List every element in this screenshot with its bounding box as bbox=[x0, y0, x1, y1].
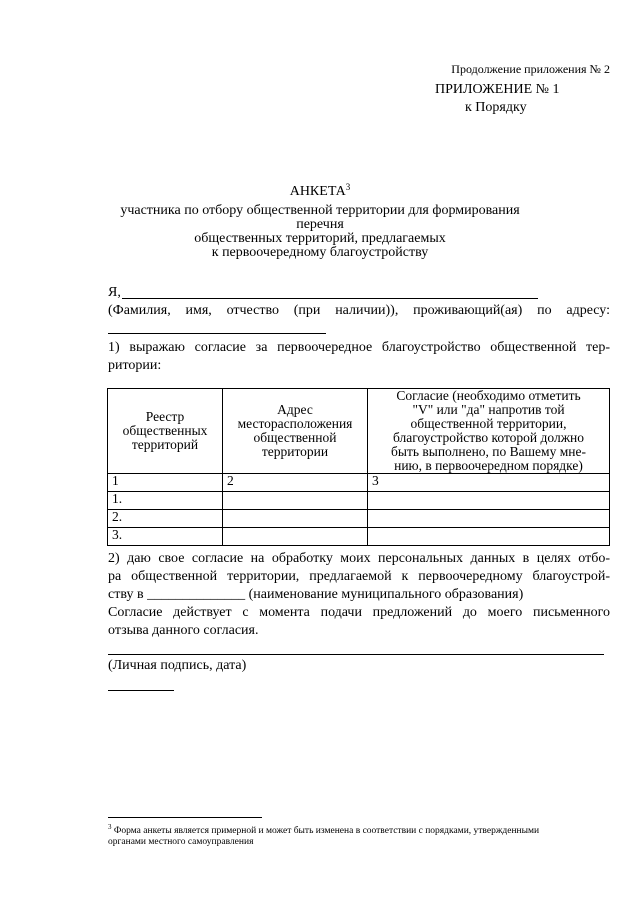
header-consent-line: общественной территории, bbox=[410, 416, 567, 431]
consent-cell[interactable] bbox=[368, 492, 610, 510]
i-label: Я, bbox=[108, 285, 121, 300]
municipality-field[interactable]: ______________ bbox=[147, 587, 246, 602]
col-number: 3 bbox=[368, 474, 610, 492]
header-consent-line: благоустройство которой должно bbox=[392, 430, 585, 445]
signature-field[interactable] bbox=[108, 654, 604, 655]
item1-line-2: ритории: bbox=[108, 358, 162, 373]
item1-line-1: 1) выражаю согласие за первоочередное благоустройство общественной тер- bbox=[108, 340, 610, 355]
item2-prefix: ству в bbox=[108, 587, 144, 602]
consent-cell[interactable] bbox=[368, 528, 610, 546]
address-field[interactable] bbox=[108, 333, 326, 334]
table-number-row bbox=[108, 474, 610, 492]
form-title-text: АНКЕТА bbox=[289, 184, 346, 199]
table-row bbox=[108, 528, 610, 546]
territory-table bbox=[107, 388, 610, 546]
header-address bbox=[223, 389, 368, 474]
name-row bbox=[108, 284, 610, 302]
name-field[interactable] bbox=[122, 298, 538, 299]
header-address-line: Адрес bbox=[277, 402, 313, 417]
header-consent bbox=[368, 389, 610, 474]
header-consent-line: "V" или "да" напротив той bbox=[412, 402, 565, 417]
header-address-line: территории bbox=[261, 444, 329, 459]
subtitle-line-1: участника по отбору общественной территории для формирования перечня bbox=[120, 203, 520, 232]
header-registry bbox=[108, 389, 223, 474]
address-cell[interactable] bbox=[223, 510, 368, 528]
table-row bbox=[108, 492, 610, 510]
address-cell[interactable] bbox=[223, 492, 368, 510]
table-header-row bbox=[108, 389, 610, 474]
row-number: 3. bbox=[108, 528, 223, 546]
item2-line-1: 2) даю свое согласие на обработку моих персональных данных в целях отбо- bbox=[108, 551, 610, 566]
appendix-label: ПРИЛОЖЕНИЕ № 1 bbox=[435, 82, 560, 97]
header-address-line: общественной bbox=[253, 430, 337, 445]
footnote-ref: 3 bbox=[345, 182, 351, 192]
footnote-line-1 bbox=[108, 822, 608, 837]
subtitle-line-3: к первоочередному благоустройству bbox=[211, 245, 429, 260]
footnote-text-1: Форма анкеты является примерной и может быть изменена в соответствии с порядками, утвержденными bbox=[113, 826, 540, 837]
header-address-line: месторасположения bbox=[237, 416, 353, 431]
signature-hint: (Личная подпись, дата) bbox=[108, 658, 247, 673]
item2-line-2: ра общественной территории, предлагаемой к первоочередному благоустрой- bbox=[108, 569, 610, 584]
col-number: 2 bbox=[223, 474, 368, 492]
subtitle-line-2: общественных территорий, предлагаемых bbox=[194, 231, 446, 246]
row-number: 1. bbox=[108, 492, 223, 510]
to-order-label: к Порядку bbox=[465, 100, 527, 115]
table-row bbox=[108, 510, 610, 528]
consent-cell[interactable] bbox=[368, 510, 610, 528]
footnote-mark: 3 bbox=[108, 823, 112, 831]
footnote-divider bbox=[108, 817, 262, 818]
continuation-label: Продолжение приложения № 2 bbox=[451, 62, 610, 76]
item2-line-3 bbox=[108, 586, 610, 604]
header-consent-line: нию, в первоочередном порядке) bbox=[394, 458, 583, 473]
fio-hint: (Фамилия, имя, отчество (при наличии)), проживающий(ая) по адресу: bbox=[108, 303, 610, 318]
header-consent-line: Согласие (необходимо отметить bbox=[396, 388, 581, 403]
header-registry-line: общественных bbox=[122, 423, 208, 438]
form-title bbox=[0, 184, 640, 200]
header-registry-line: территорий bbox=[131, 437, 199, 452]
validity-line-2: отзыва данного согласия. bbox=[108, 623, 259, 638]
item2-suffix: (наименование муниципального образования) bbox=[248, 587, 524, 602]
footnote-line-2: органами местного самоуправления bbox=[108, 837, 254, 848]
header-consent-line: быть выполнено, по Вашему мне- bbox=[391, 444, 586, 459]
short-divider bbox=[108, 690, 174, 691]
footnote bbox=[108, 822, 608, 848]
validity-line-1: Согласие действует с момента подачи предложений до моего письменного bbox=[108, 605, 610, 620]
form-subtitle bbox=[100, 204, 540, 260]
row-number: 2. bbox=[108, 510, 223, 528]
address-cell[interactable] bbox=[223, 528, 368, 546]
header-registry-line: Реестр bbox=[145, 409, 185, 424]
col-number: 1 bbox=[108, 474, 223, 492]
